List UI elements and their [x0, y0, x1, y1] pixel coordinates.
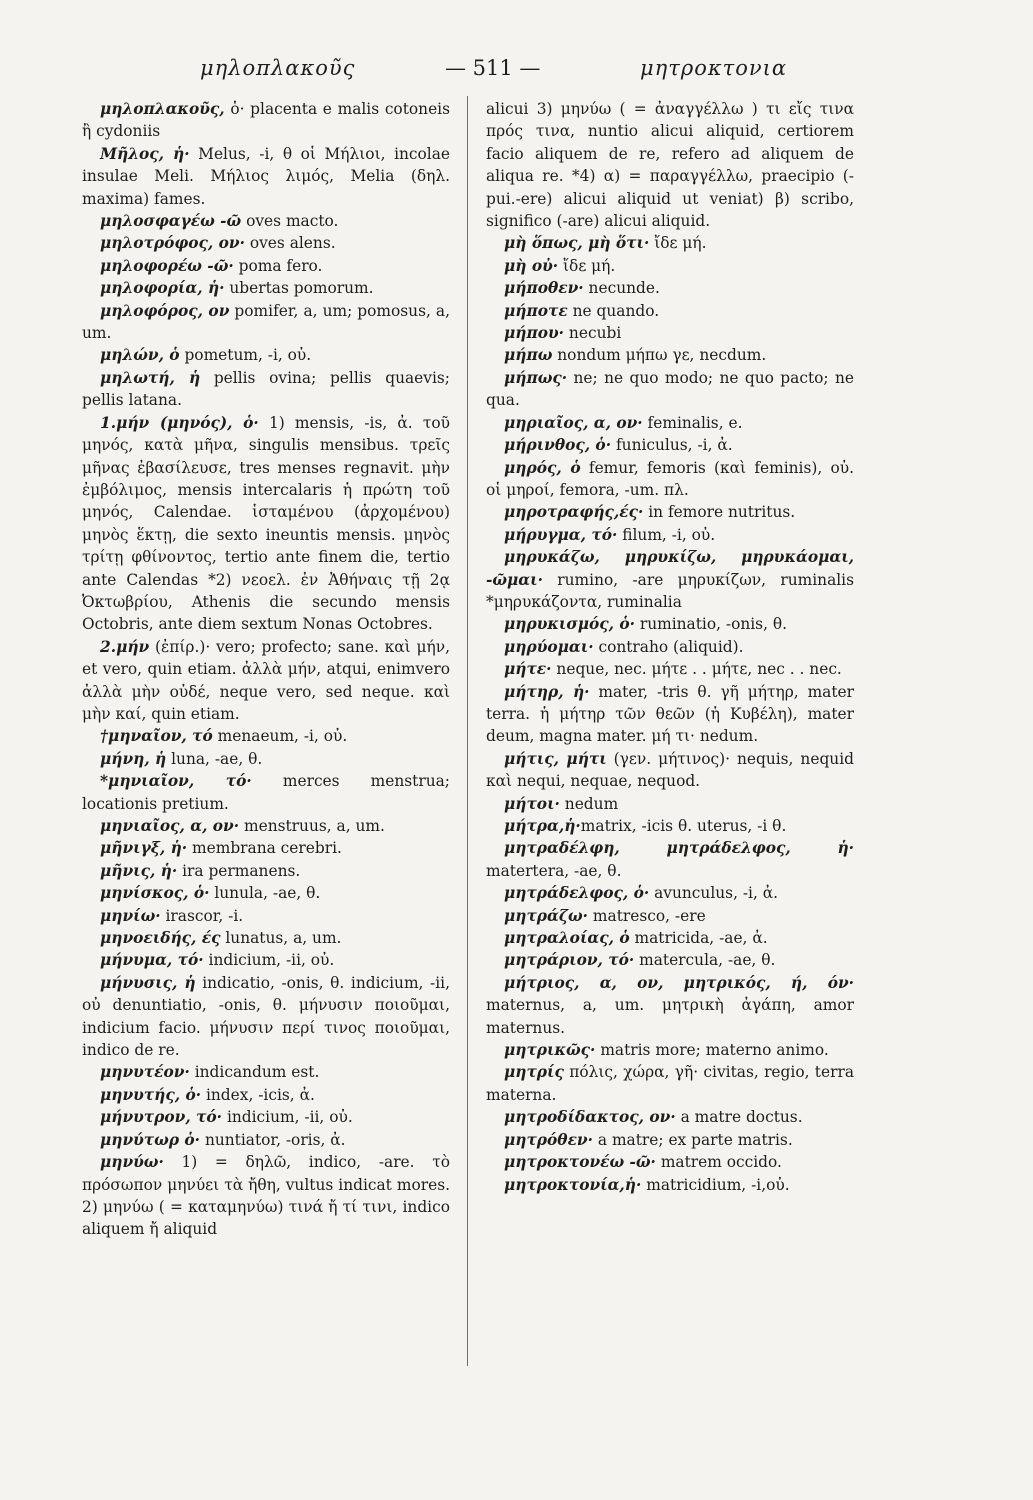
- entry-definition: ἴδε μή.: [558, 256, 616, 275]
- entry-definition: necunde.: [583, 279, 660, 298]
- dictionary-entry: [486, 1151, 854, 1173]
- entry-definition: nondum μήπω γε, necdum.: [552, 346, 767, 365]
- entry-headword: μήτριος, α, ον, μητρικός, ή, όν·: [504, 973, 854, 992]
- entry-headword: μῆνις, ἡ·: [100, 861, 178, 880]
- entry-definition: irascor, -i.: [160, 906, 244, 925]
- entry-definition: lunatus, a, um.: [220, 929, 342, 948]
- entry-definition: matricida, -ae, ἀ.: [629, 929, 768, 948]
- dictionary-entry: [486, 524, 854, 546]
- entry-headword: μητράριον, τό·: [504, 951, 635, 970]
- dictionary-entry: [486, 277, 854, 299]
- dictionary-entry: [82, 972, 450, 1062]
- entry-headword: μηνοειδής, ές: [100, 929, 221, 948]
- entry-headword: μήποθεν·: [504, 279, 584, 298]
- entry-headword: μηριαῖος, α, ον·: [504, 413, 643, 432]
- entry-definition: necubi: [564, 324, 622, 343]
- entry-headword: μηλών, ὁ: [100, 346, 180, 365]
- entry-definition: filum, -i, οὐ.: [617, 525, 716, 544]
- entry-headword: μηρύομαι·: [504, 637, 594, 656]
- dictionary-entry: [82, 882, 450, 904]
- entry-headword: μήτοι·: [504, 794, 560, 813]
- dictionary-entry: [82, 300, 450, 345]
- entry-definition: lunula, -ae, θ.: [209, 884, 321, 903]
- entry-definition: contraho (aliquid).: [593, 637, 744, 656]
- entry-headword: μήνυσις, ἡ: [100, 973, 196, 992]
- entry-headword: μηνιαῖος, α, ον·: [100, 817, 240, 835]
- entry-headword: μητροδίδακτος, ον·: [504, 1108, 676, 1127]
- left-column: [82, 98, 450, 1241]
- entry-definition: alicui 3) μηνύω ( = ἀναγγέλλω ) τι εἴς τινα πρός τινα, nuntio alicui aliquid, certiorem facio aliquem de re, refero ad aliquem de aliqua re. *4) α) = παραγγέλλω, praecipio (-pui.-ere) alicui aliquid ut veniat) β) scribo, significo (-are) alicui aliquid.: [486, 100, 854, 231]
- dictionary-entry: [486, 232, 854, 254]
- dictionary-entry: [486, 412, 854, 434]
- right-column: [486, 98, 854, 1196]
- entry-headword: μήνυτρον, τό·: [100, 1108, 223, 1127]
- dictionary-entry: [486, 322, 854, 344]
- dictionary-entry: [82, 255, 450, 277]
- entry-definition: matricidium, -i,οὐ.: [641, 1175, 790, 1194]
- entry-definition: nedum: [559, 794, 619, 813]
- dictionary-entry: [486, 927, 854, 949]
- entry-headword: μήπω: [504, 346, 553, 365]
- dictionary-entry: [486, 972, 854, 1039]
- entry-headword: μηλοπλακοῦς,: [100, 100, 225, 118]
- running-head-left: μηλοπλακοῦς: [200, 56, 356, 80]
- entry-definition: πόλις, χώρα, γῆ· civitas, regio, terra materna.: [486, 1063, 854, 1104]
- entry-headword: μηροτραφής,ές·: [504, 503, 644, 522]
- dictionary-entry: [82, 1061, 450, 1083]
- entry-headword: μηνυτέον·: [100, 1063, 190, 1082]
- dictionary-entry: [486, 1174, 854, 1196]
- dictionary-entry: [82, 636, 450, 726]
- column-divider: [467, 96, 468, 1366]
- entry-definition: 1) = δηλῶ, indico, -are. τὸ πρόσωπον μηνύει τὰ ἤθη, vultus indicat mores. 2) μηνύω ( = καταμηνύω) τινά ἤ τί τινι, indico aliquem ἤ aliquid: [82, 1153, 450, 1239]
- dictionary-entry: [486, 501, 854, 523]
- entry-definition: ne; ne quo modo; ne quo pacto; ne qua.: [486, 368, 854, 410]
- dictionary-entry: [82, 927, 450, 949]
- entry-definition: (γεν. μήτινος)· nequis, nequid καὶ nequi, nequae, nequod.: [486, 749, 854, 791]
- entry-definition: matercula, -ae, θ.: [634, 951, 776, 970]
- entry-headword: Μῆλος, ἡ·: [100, 144, 190, 163]
- entry-headword: μητρόθεν·: [504, 1130, 593, 1149]
- entry-definition: avunculus, -i, ἀ.: [649, 884, 779, 903]
- dictionary-entry: [82, 725, 450, 747]
- entry-definition: a matre; ex parte matris.: [592, 1130, 793, 1149]
- entry-definition: pellis ovina; pellis quaevis; pellis latana.: [82, 368, 450, 410]
- entry-definition: neque, nec. μήτε . . μήτε, nec . . nec.: [551, 660, 842, 679]
- dictionary-entry: [82, 367, 450, 412]
- entry-headword: μὴ οὐ·: [504, 256, 559, 275]
- dictionary-entry: [82, 98, 450, 143]
- entry-definition: ἴδε μή.: [649, 234, 707, 253]
- dictionary-entry: [82, 1106, 450, 1128]
- dictionary-entry: [486, 98, 854, 232]
- entry-headword: μηνίω·: [100, 906, 161, 925]
- dictionary-entry: [486, 658, 854, 680]
- dictionary-entry: [82, 232, 450, 254]
- entry-definition: index, -icis, ἀ.: [201, 1085, 315, 1104]
- dictionary-entry: [486, 1061, 854, 1106]
- entry-definition: ira permanens.: [177, 861, 301, 880]
- entry-definition: indicatio, -onis, θ. indicium, -ii, οὐ denuntiatio, -onis, θ. μήνυσιν ποιοῦμαι, indicium facio. μήνυσιν περί τινος ποιοῦμαι, indico de re.: [82, 973, 450, 1060]
- entry-headword: μηνύτωρ ὁ·: [100, 1130, 201, 1149]
- dictionary-entry: [486, 1039, 854, 1061]
- dictionary-entry: [486, 255, 854, 277]
- dictionary-entry: [82, 344, 450, 366]
- dictionary-entry: [486, 837, 854, 882]
- entry-definition: feminalis, e.: [642, 413, 743, 432]
- entry-definition: ὁ· placenta e malis cotoneis ἢ cydoniis: [82, 100, 450, 141]
- entry-definition: ruminatio, -onis, θ.: [634, 615, 788, 634]
- entry-definition: ne quando.: [567, 301, 660, 320]
- dictionary-entry: [82, 1151, 450, 1241]
- entry-definition: matrem occido.: [655, 1153, 782, 1172]
- entry-definition: mater, -tris θ. γῆ μήτηρ, mater terra. ἡ μήτηρ τῶν θεῶν (ἡ Κυβέλη), mater deum, magna mater. μή τι· nedum.: [486, 682, 855, 746]
- entry-definition: matresco, -ere: [588, 906, 706, 925]
- dictionary-entry: [486, 300, 854, 322]
- entry-headword: μητρικῶς·: [504, 1041, 596, 1060]
- dictionary-entry: [486, 882, 854, 904]
- entry-headword: μηλοφορία, ἡ·: [100, 279, 225, 298]
- entry-definition: maternus, a, um. μητρικὴ ἀγάπη, amor maternus.: [486, 996, 854, 1037]
- entry-definition: funiculus, -i, ἀ.: [611, 436, 733, 455]
- entry-headword: μηλωτή, ἡ: [100, 368, 201, 387]
- entry-definition: oves alens.: [244, 234, 336, 253]
- entry-definition: matertera, -ae, θ.: [486, 861, 622, 880]
- dictionary-entry: [82, 905, 450, 927]
- entry-definition: ubertas pomorum.: [224, 279, 374, 298]
- dictionary-entry: [82, 412, 450, 636]
- entry-headword: μηνύω·: [100, 1153, 164, 1172]
- entry-headword: μητροκτονέω -ῶ·: [504, 1153, 656, 1172]
- dictionary-entry: [82, 1084, 450, 1106]
- entry-headword: μητραδέλφη, μητράδελφος, ἡ·: [504, 839, 854, 858]
- page-number: — 511 —: [445, 56, 541, 80]
- entry-definition: 1) mensis, -is, ἀ. τοῦ μηνός, κατὰ μῆνα, singulis mensibus. τρεῖς μῆνας ἐβασίλευσε, tres menses regnavit. μὴν ἐμβόλιμος, mensis intercalaris ἡ πρώτη τοῦ μηνός, Calendae. ἱσταμένου (ἀρχομένου) μηνὸς ἕκτῃ, die sexto ineuntis mensis. μηνὸς τρίτῃ φθίνοντος, tertio ante finem die, tertio ante Calendas *2) νεοελ. ἐν Ἀθήναις τῇ 2ᾳ Ὀκτωβρίου, Athenis die secundo mensis Octobris, ante diem sextum Nonas Octobres.: [82, 413, 450, 634]
- entry-definition: Melus, -i, θ οἱ Μήλιοι, incolae insulae Meli. Μήλιος λιμός, Melia (δηλ. maxima) fames.: [82, 144, 450, 208]
- entry-definition: indicandum est.: [189, 1063, 320, 1082]
- dictionary-entry: [486, 344, 854, 366]
- entry-definition: (ἐπίρ.)· vero; profecto; sane. καὶ μήν, et vero, quin etiam. ἀλλὰ μήν, atqui, enimvero ἀλλὰ μὴν οὐδέ, neque vero, sed neque. καὶ μὴν καί, quin etiam.: [82, 637, 450, 723]
- entry-headword: μηνυτής, ὁ·: [100, 1085, 202, 1104]
- entry-headword: μηλοφορέω -ῶ·: [100, 256, 234, 275]
- dictionary-entry: [486, 457, 854, 502]
- entry-definition: menaeum, -i, οὐ.: [212, 727, 348, 746]
- running-head-right: μητροκτονια: [640, 56, 788, 80]
- entry-definition: indicium, -ii, οὐ.: [203, 951, 335, 970]
- dictionary-entry: [486, 636, 854, 658]
- entry-headword: μήπου·: [504, 324, 565, 343]
- entry-headword: μηλοτρόφος, ον·: [100, 234, 245, 253]
- entry-headword: μητραλοίας, ὁ: [504, 929, 630, 948]
- entry-definition: femur, femoris (καὶ feminis), οὐ. οἱ μηροί, femora, -um. πλ.: [486, 458, 855, 499]
- entry-headword: μητράδελφος, ὁ·: [504, 884, 650, 903]
- dictionary-entry: [82, 210, 450, 232]
- entry-definition: nuntiator, -oris, ἀ.: [200, 1130, 346, 1149]
- dictionary-entry: [82, 1129, 450, 1151]
- dictionary-entry: [82, 277, 450, 299]
- dictionary-entry: [486, 1129, 854, 1151]
- entry-headword: μητράζω·: [504, 906, 589, 925]
- entry-headword: μητρίς: [504, 1063, 564, 1082]
- entry-headword: μηρυκισμός, ὁ·: [504, 615, 635, 634]
- dictionary-entry: [486, 681, 854, 748]
- entry-headword: μηνίσκος, ὁ·: [100, 884, 210, 903]
- entry-definition: rumino, -are μηρυκίζων, ruminalis *μηρυκάζοντα, ruminalia: [486, 570, 854, 611]
- entry-headword: *μηνιαῖον, τό·: [100, 772, 252, 791]
- dictionary-entry: [486, 367, 854, 412]
- dictionary-entry: [486, 434, 854, 456]
- running-head: [0, 56, 1033, 92]
- entry-headword: μήτε·: [504, 660, 552, 679]
- dictionary-entry: [486, 905, 854, 927]
- entry-headword: μητροκτονία,ἡ·: [504, 1175, 642, 1194]
- entry-definition: matris more; materno animo.: [595, 1041, 829, 1060]
- dictionary-entry: [486, 546, 854, 613]
- entry-headword: μήνυμα, τό·: [100, 951, 204, 970]
- entry-headword: 1.μήν (μηνός), ὁ·: [100, 413, 259, 432]
- dictionary-entry: [486, 1106, 854, 1128]
- dictionary-entry: [82, 860, 450, 882]
- dictionary-entry: [486, 793, 854, 815]
- dictionary-entry: [82, 949, 450, 971]
- entry-definition: membrana cerebri.: [187, 839, 342, 858]
- entry-headword: μήπως·: [504, 368, 568, 387]
- entry-headword: μηρός, ὁ: [504, 458, 581, 477]
- entry-headword: μηλοσφαγέω -ῶ: [100, 212, 242, 231]
- entry-headword: μήρινθος, ὁ·: [504, 436, 612, 455]
- entry-headword: μήρυγμα, τό·: [504, 525, 618, 544]
- entry-headword: μηλοφόρος, ον: [100, 301, 230, 320]
- entry-headword: μήτις, μήτι: [504, 749, 607, 768]
- dictionary-entry: [486, 613, 854, 635]
- dictionary-entry: [82, 837, 450, 859]
- entry-definition: oves macto.: [241, 212, 339, 231]
- entry-headword: 2.μήν: [100, 637, 150, 656]
- dictionary-entry: [486, 949, 854, 971]
- entry-headword: μήνη, ἡ: [100, 749, 167, 768]
- dictionary-entry: [486, 815, 854, 837]
- entry-headword: μηρυκάζω, μηρυκίζω, μηρυκάομαι, -ῶμαι·: [486, 548, 854, 589]
- entry-definition: pometum, -i, οὐ.: [179, 346, 312, 365]
- entry-headword: μήτρα,ἡ·: [504, 817, 581, 835]
- entry-definition: merces menstrua; locationis pretium.: [82, 772, 450, 813]
- entry-headword: μήποτε: [504, 301, 568, 320]
- entry-headword: μὴ ὅπως, μὴ ὅτι·: [504, 234, 650, 253]
- entry-definition: matrix, -icis θ. uterus, -i θ.: [580, 817, 787, 835]
- entry-definition: poma fero.: [233, 256, 323, 275]
- entry-definition: luna, -ae, θ.: [166, 749, 263, 768]
- entry-definition: pomifer, a, um; pomosus, a, um.: [82, 301, 450, 343]
- entry-definition: a matre doctus.: [675, 1108, 803, 1127]
- dictionary-entry: [82, 815, 450, 837]
- entry-definition: in femore nutritus.: [643, 503, 796, 522]
- entry-headword: †μηναῖον, τό: [100, 727, 213, 746]
- entry-definition: indicium, -ii, οὐ.: [222, 1108, 353, 1127]
- dictionary-entry: [82, 143, 450, 210]
- entry-definition: menstruus, a, um.: [239, 817, 385, 835]
- dictionary-entry: [82, 770, 450, 815]
- dictionary-entry: [486, 748, 854, 793]
- entry-headword: μήτηρ, ἡ·: [504, 682, 590, 701]
- dictionary-entry: [82, 748, 450, 770]
- entry-headword: μῆνιγξ, ἡ·: [100, 839, 188, 858]
